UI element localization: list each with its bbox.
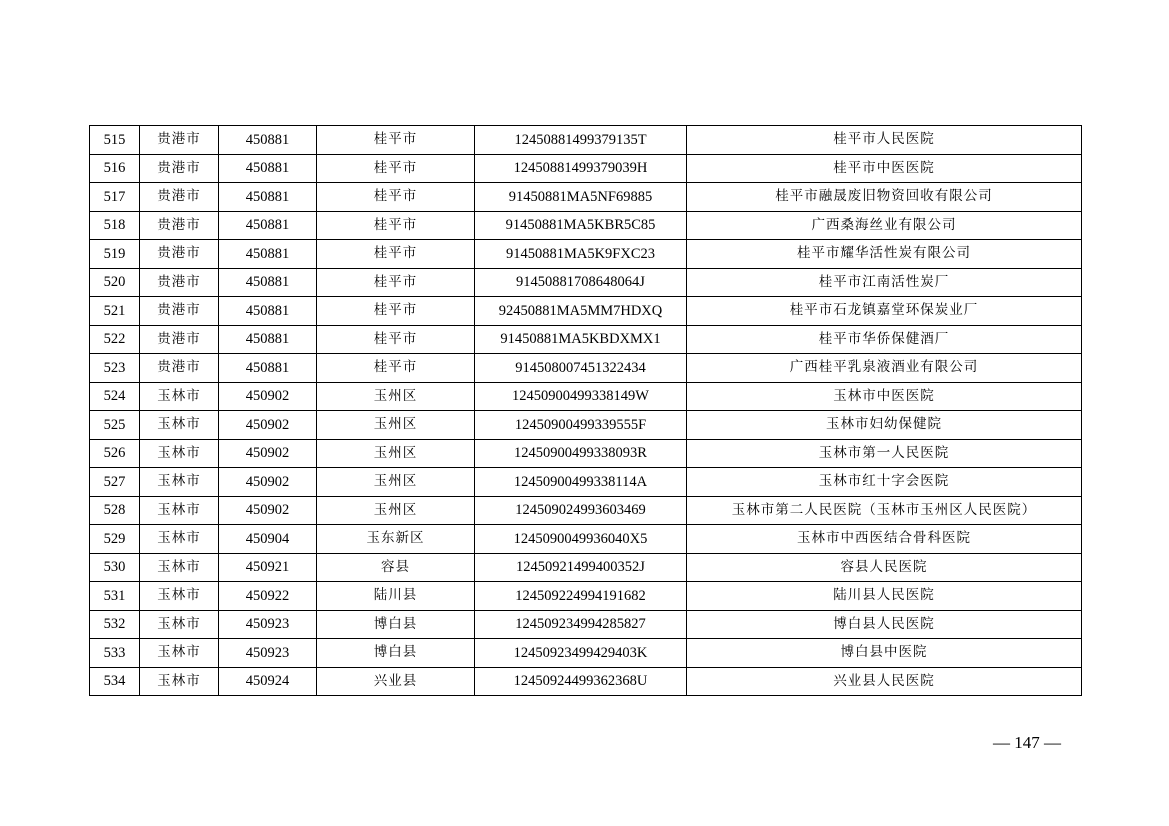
table-row bbox=[90, 582, 1082, 611]
cell-admin-code: 450922 bbox=[219, 582, 317, 611]
table-row bbox=[90, 382, 1082, 411]
cell-number: 515 bbox=[90, 126, 140, 155]
table-row bbox=[90, 667, 1082, 696]
page-number: — 147 — bbox=[993, 733, 1061, 752]
cell-unit-name: 容县人民医院 bbox=[687, 553, 1082, 582]
cell-city: 玉林市 bbox=[140, 667, 219, 696]
cell-city: 贵港市 bbox=[140, 240, 219, 269]
cell-admin-code: 450924 bbox=[219, 667, 317, 696]
cell-unit-name: 玉林市妇幼保健院 bbox=[687, 411, 1082, 440]
cell-number: 533 bbox=[90, 639, 140, 668]
table-row bbox=[90, 439, 1082, 468]
cell-district: 玉州区 bbox=[317, 439, 475, 468]
table-row bbox=[90, 154, 1082, 183]
cell-admin-code: 450881 bbox=[219, 126, 317, 155]
cell-district: 玉州区 bbox=[317, 411, 475, 440]
cell-number: 521 bbox=[90, 297, 140, 326]
cell-credit-code: 91450881708648064J bbox=[475, 268, 687, 297]
cell-district: 桂平市 bbox=[317, 325, 475, 354]
cell-city: 玉林市 bbox=[140, 496, 219, 525]
cell-admin-code: 450923 bbox=[219, 639, 317, 668]
cell-city: 玉林市 bbox=[140, 639, 219, 668]
cell-unit-name: 玉林市第一人民医院 bbox=[687, 439, 1082, 468]
cell-unit-name: 陆川县人民医院 bbox=[687, 582, 1082, 611]
cell-credit-code: 12450881499379039H bbox=[475, 154, 687, 183]
cell-number: 529 bbox=[90, 525, 140, 554]
cell-admin-code: 450881 bbox=[219, 183, 317, 212]
cell-unit-name: 玉林市中西医结合骨科医院 bbox=[687, 525, 1082, 554]
cell-credit-code: 91450881MA5K9FXC23 bbox=[475, 240, 687, 269]
cell-city: 贵港市 bbox=[140, 297, 219, 326]
cell-city: 贵港市 bbox=[140, 354, 219, 383]
cell-number: 531 bbox=[90, 582, 140, 611]
cell-district: 桂平市 bbox=[317, 240, 475, 269]
data-table-container bbox=[89, 125, 1082, 696]
table-row bbox=[90, 126, 1082, 155]
cell-credit-code: 124509234994285827 bbox=[475, 610, 687, 639]
cell-city: 玉林市 bbox=[140, 382, 219, 411]
cell-city: 玉林市 bbox=[140, 468, 219, 497]
cell-number: 530 bbox=[90, 553, 140, 582]
table-row bbox=[90, 354, 1082, 383]
cell-admin-code: 450902 bbox=[219, 468, 317, 497]
cell-number: 526 bbox=[90, 439, 140, 468]
cell-unit-name: 博白县中医院 bbox=[687, 639, 1082, 668]
cell-number: 527 bbox=[90, 468, 140, 497]
cell-unit-name: 玉林市红十字会医院 bbox=[687, 468, 1082, 497]
cell-number: 532 bbox=[90, 610, 140, 639]
cell-credit-code: 124509224994191682 bbox=[475, 582, 687, 611]
cell-credit-code: 12450923499429403K bbox=[475, 639, 687, 668]
table-row bbox=[90, 325, 1082, 354]
cell-city: 玉林市 bbox=[140, 610, 219, 639]
cell-admin-code: 450921 bbox=[219, 553, 317, 582]
table-row bbox=[90, 411, 1082, 440]
table-row bbox=[90, 297, 1082, 326]
cell-admin-code: 450902 bbox=[219, 439, 317, 468]
cell-unit-name: 广西桂平乳泉液酒业有限公司 bbox=[687, 354, 1082, 383]
cell-unit-name: 桂平市融晟废旧物资回收有限公司 bbox=[687, 183, 1082, 212]
cell-district: 兴业县 bbox=[317, 667, 475, 696]
cell-credit-code: 124509024993603469 bbox=[475, 496, 687, 525]
cell-admin-code: 450881 bbox=[219, 154, 317, 183]
cell-credit-code: 12450924499362368U bbox=[475, 667, 687, 696]
cell-credit-code: 12450881499379135T bbox=[475, 126, 687, 155]
cell-admin-code: 450881 bbox=[219, 268, 317, 297]
cell-credit-code: 1245090049936040X5 bbox=[475, 525, 687, 554]
cell-credit-code: 91450881MA5NF69885 bbox=[475, 183, 687, 212]
cell-unit-name: 桂平市中医医院 bbox=[687, 154, 1082, 183]
cell-district: 桂平市 bbox=[317, 268, 475, 297]
table-row bbox=[90, 183, 1082, 212]
cell-credit-code: 914508007451322434 bbox=[475, 354, 687, 383]
cell-credit-code: 12450900499338114A bbox=[475, 468, 687, 497]
cell-district: 桂平市 bbox=[317, 183, 475, 212]
cell-admin-code: 450881 bbox=[219, 325, 317, 354]
cell-unit-name: 玉林市第二人民医院（玉林市玉州区人民医院） bbox=[687, 496, 1082, 525]
cell-city: 玉林市 bbox=[140, 411, 219, 440]
cell-number: 520 bbox=[90, 268, 140, 297]
cell-number: 523 bbox=[90, 354, 140, 383]
cell-unit-name: 广西桑海丝业有限公司 bbox=[687, 211, 1082, 240]
cell-number: 518 bbox=[90, 211, 140, 240]
cell-district: 桂平市 bbox=[317, 354, 475, 383]
table-row bbox=[90, 525, 1082, 554]
cell-number: 516 bbox=[90, 154, 140, 183]
cell-credit-code: 12450900499338093R bbox=[475, 439, 687, 468]
cell-city: 玉林市 bbox=[140, 525, 219, 554]
cell-district: 玉州区 bbox=[317, 496, 475, 525]
cell-admin-code: 450902 bbox=[219, 382, 317, 411]
data-table bbox=[89, 125, 1082, 696]
table-row bbox=[90, 639, 1082, 668]
cell-unit-name: 桂平市华侨保健酒厂 bbox=[687, 325, 1082, 354]
cell-admin-code: 450881 bbox=[219, 211, 317, 240]
cell-admin-code: 450881 bbox=[219, 297, 317, 326]
cell-credit-code: 92450881MA5MM7HDXQ bbox=[475, 297, 687, 326]
cell-city: 玉林市 bbox=[140, 439, 219, 468]
cell-unit-name: 桂平市耀华活性炭有限公司 bbox=[687, 240, 1082, 269]
cell-credit-code: 91450881MA5KBDXMX1 bbox=[475, 325, 687, 354]
table-row bbox=[90, 610, 1082, 639]
cell-admin-code: 450881 bbox=[219, 354, 317, 383]
cell-city: 玉林市 bbox=[140, 553, 219, 582]
cell-city: 贵港市 bbox=[140, 325, 219, 354]
cell-unit-name: 玉林市中医医院 bbox=[687, 382, 1082, 411]
cell-number: 524 bbox=[90, 382, 140, 411]
cell-district: 桂平市 bbox=[317, 126, 475, 155]
cell-city: 贵港市 bbox=[140, 211, 219, 240]
cell-unit-name: 桂平市江南活性炭厂 bbox=[687, 268, 1082, 297]
cell-unit-name: 桂平市石龙镇嘉堂环保炭业厂 bbox=[687, 297, 1082, 326]
cell-city: 贵港市 bbox=[140, 154, 219, 183]
table-row bbox=[90, 553, 1082, 582]
table-body bbox=[90, 126, 1082, 696]
cell-credit-code: 12450921499400352J bbox=[475, 553, 687, 582]
cell-credit-code: 12450900499339555F bbox=[475, 411, 687, 440]
cell-number: 519 bbox=[90, 240, 140, 269]
cell-district: 玉东新区 bbox=[317, 525, 475, 554]
cell-district: 博白县 bbox=[317, 610, 475, 639]
cell-city: 贵港市 bbox=[140, 268, 219, 297]
cell-unit-name: 兴业县人民医院 bbox=[687, 667, 1082, 696]
cell-admin-code: 450881 bbox=[219, 240, 317, 269]
cell-admin-code: 450902 bbox=[219, 496, 317, 525]
cell-credit-code: 91450881MA5KBR5C85 bbox=[475, 211, 687, 240]
cell-city: 贵港市 bbox=[140, 183, 219, 212]
cell-admin-code: 450902 bbox=[219, 411, 317, 440]
cell-district: 玉州区 bbox=[317, 468, 475, 497]
cell-district: 桂平市 bbox=[317, 211, 475, 240]
cell-unit-name: 桂平市人民医院 bbox=[687, 126, 1082, 155]
cell-number: 517 bbox=[90, 183, 140, 212]
cell-district: 容县 bbox=[317, 553, 475, 582]
cell-district: 桂平市 bbox=[317, 297, 475, 326]
cell-district: 陆川县 bbox=[317, 582, 475, 611]
table-row bbox=[90, 240, 1082, 269]
cell-district: 桂平市 bbox=[317, 154, 475, 183]
cell-city: 玉林市 bbox=[140, 582, 219, 611]
cell-unit-name: 博白县人民医院 bbox=[687, 610, 1082, 639]
cell-number: 534 bbox=[90, 667, 140, 696]
cell-district: 玉州区 bbox=[317, 382, 475, 411]
cell-credit-code: 12450900499338149W bbox=[475, 382, 687, 411]
cell-city: 贵港市 bbox=[140, 126, 219, 155]
table-row bbox=[90, 468, 1082, 497]
table-row bbox=[90, 496, 1082, 525]
cell-district: 博白县 bbox=[317, 639, 475, 668]
cell-number: 522 bbox=[90, 325, 140, 354]
cell-admin-code: 450923 bbox=[219, 610, 317, 639]
cell-admin-code: 450904 bbox=[219, 525, 317, 554]
cell-number: 525 bbox=[90, 411, 140, 440]
table-row bbox=[90, 211, 1082, 240]
table-row bbox=[90, 268, 1082, 297]
cell-number: 528 bbox=[90, 496, 140, 525]
